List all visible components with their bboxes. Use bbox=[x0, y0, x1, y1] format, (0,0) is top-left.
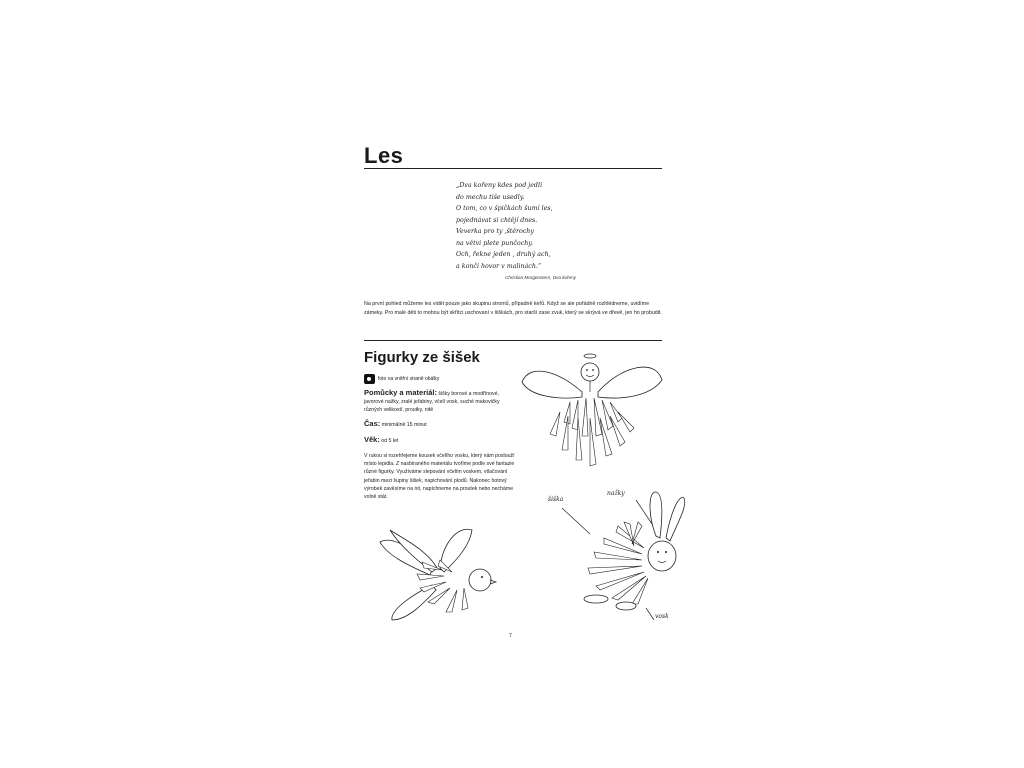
poem-line: pojednávat si chtějí dnes. bbox=[456, 216, 538, 224]
poem-line: Och, řekne jeden , druhý ach, bbox=[456, 251, 551, 258]
section-title: Figurky ze šišek bbox=[364, 349, 480, 366]
poem-line: na větvi plete punčochy. bbox=[456, 239, 533, 247]
rabbit-figure-illustration bbox=[548, 486, 683, 626]
instructions-paragraph: V rukou si rozehřejeme kousek včelího vosku, který nám poslouží místo lepidla. Z nasbíraného materiálu tvoříme podle své fantazie různé figurky. Využíváme slepování včelím voskem, vtlačování jeřabin mezi šupiny šišek, napichování plodů. Nakonec hotový výrobek zavěsíme na nit, napíchneme na proutek nebo necháme volně stát. bbox=[364, 453, 515, 501]
age-block bbox=[364, 436, 516, 445]
poem-author: Christian Morgenstern, Dva kořeny bbox=[505, 275, 576, 280]
poem-line: „Dva kořeny kdes pod jedlí bbox=[456, 182, 542, 189]
angel-figure-illustration bbox=[520, 352, 670, 472]
time-block bbox=[364, 420, 516, 429]
intro-paragraph: Na první pohled můžeme les vidět pouze jako skupinu stromů, případně keřů. Když se ale pořádně rozhlédneme, uvidíme zámeky. Pro malé děti to mohou být skřítci uschovaní v šiškách, pro starší zase zvuk, který se skrývá ve dřevě, jen ho probudit. bbox=[364, 301, 662, 316]
photo-note-text: foto na vnitřní straně obálky bbox=[378, 376, 440, 382]
materials-text: šišky borové a modřínové, javorové nažky, zralé jeřabiny, včelí vosk, suché makovičky různých velikostí, proutky, nitě bbox=[364, 391, 500, 414]
materials-block bbox=[364, 389, 516, 415]
section-rule bbox=[364, 340, 662, 341]
camera-icon bbox=[364, 374, 375, 384]
poem-line: a konči hovor v malinách.“ bbox=[456, 262, 542, 270]
poem bbox=[456, 180, 596, 272]
age-label: Věk: bbox=[364, 435, 380, 444]
label-sisa: šiška bbox=[548, 496, 564, 503]
age-text: od 5 let bbox=[381, 438, 399, 444]
label-nazky: nažky bbox=[607, 490, 625, 497]
poem-line: do mechu tiše usedly. bbox=[456, 193, 525, 201]
materials-label: Pomůcky a materiál: bbox=[364, 388, 437, 397]
time-label: Čas: bbox=[364, 419, 381, 428]
photo-note bbox=[364, 374, 439, 384]
poem-line: O tom, co v špičkách šumí les, bbox=[456, 205, 553, 212]
poem-line: Veverka pro ty ,štěrochy bbox=[456, 228, 534, 235]
chapter-title: Les bbox=[364, 143, 404, 168]
title-rule bbox=[364, 168, 662, 169]
time-text: minimálně 15 minut bbox=[381, 422, 427, 428]
page-number: 7 bbox=[509, 633, 512, 639]
label-vosk: vosk bbox=[655, 613, 669, 620]
bird-figure-illustration bbox=[362, 520, 512, 635]
